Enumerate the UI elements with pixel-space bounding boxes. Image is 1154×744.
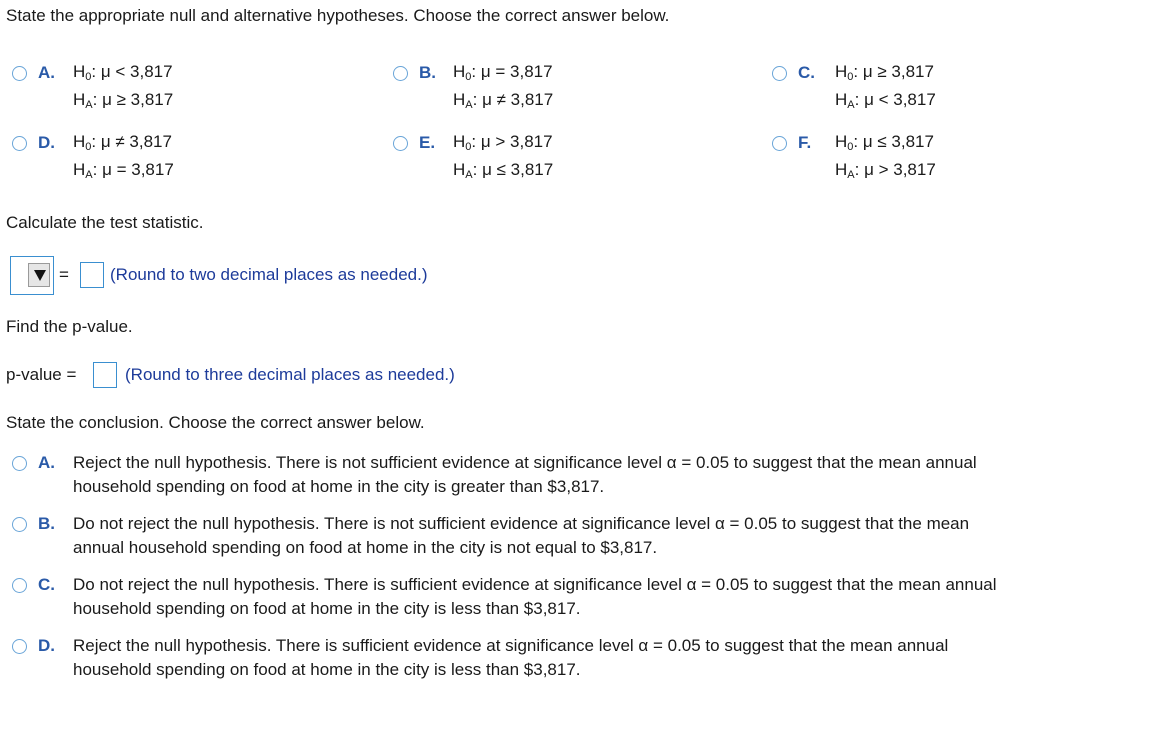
conclusion-line2: household spending on food at home in the city is less than $3,817. [73,599,581,618]
option-letter: E. [419,133,436,152]
pvalue-label: p-value = [6,365,77,384]
option-letter: A. [38,63,55,82]
pvalue-prompt: Find the p-value. [6,317,133,336]
test-stat-dropdown[interactable] [10,256,54,295]
radio-option-f[interactable] [772,136,787,151]
alternative-hypothesis: $H_A$: μ ≤ 3,817 [453,160,554,181]
conclusion-line1: Reject the null hypothesis. There is sufficient evidence at significance level α = 0.05 to suggest that the mean annual [73,636,949,655]
null-hypothesis: $H_0$: μ = 3,817 [453,62,553,83]
test-stat-hint: (Round to two decimal places as needed.) [110,265,428,284]
radio-option-a[interactable] [12,66,27,81]
option-letter: D. [38,133,55,152]
option-letter: F. [798,133,812,152]
conclusion-line1: Do not reject the null hypothesis. There is not sufficient evidence at significance level α = 0.05 to suggest that the mean [73,514,970,533]
alternative-hypothesis: $H_A$: μ < 3,817 [835,90,936,111]
conclusion-line1: Reject the null hypothesis. There is not sufficient evidence at significance level α = 0.05 to suggest that the mean annual [73,453,977,472]
hypotheses-prompt: State the appropriate null and alternative hypotheses. Choose the correct answer below. [6,6,670,25]
conclusion-line2: household spending on food at home in the city is greater than $3,817. [73,477,605,496]
alternative-hypothesis: $H_A$: μ > 3,817 [835,160,936,181]
radio-option-e[interactable] [393,136,408,151]
radio-conclusion-d[interactable] [12,639,27,654]
radio-option-b[interactable] [393,66,408,81]
conclusion-prompt: State the conclusion. Choose the correct answer below. [6,413,425,432]
null-hypothesis: $H_0$: μ ≤ 3,817 [835,132,934,153]
conclusion-line2: household spending on food at home in the city is less than $3,817. [73,660,581,679]
radio-option-d[interactable] [12,136,27,151]
null-hypothesis: $H_0$: μ ≠ 3,817 [73,132,172,153]
option-letter: B. [419,63,436,82]
pvalue-hint: (Round to three decimal places as needed.) [125,365,455,384]
option-letter: C. [798,63,815,82]
alternative-hypothesis: $H_A$: μ ≥ 3,817 [73,90,174,111]
equals-sign: = [59,265,69,284]
conclusion-line2: annual household spending on food at home in the city is not equal to $3,817. [73,538,658,557]
alternative-hypothesis: $H_A$: μ ≠ 3,817 [453,90,554,111]
option-letter: D. [38,636,55,655]
option-letter: C. [38,575,55,594]
null-hypothesis: $H_0$: μ > 3,817 [453,132,553,153]
alternative-hypothesis: $H_A$: μ = 3,817 [73,160,174,181]
radio-conclusion-a[interactable] [12,456,27,471]
option-letter: A. [38,453,55,472]
option-letter: B. [38,514,55,533]
radio-option-c[interactable] [772,66,787,81]
null-hypothesis: $H_0$: μ < 3,817 [73,62,173,83]
test-stat-prompt: Calculate the test statistic. [6,213,204,232]
radio-conclusion-b[interactable] [12,517,27,532]
conclusion-line1: Do not reject the null hypothesis. There is sufficient evidence at significance level α = 0.05 to suggest that the mean annual [73,575,997,594]
null-hypothesis: $H_0$: μ ≥ 3,817 [835,62,934,83]
radio-conclusion-c[interactable] [12,578,27,593]
dropdown-arrow-icon[interactable] [28,263,50,287]
test-stat-input[interactable] [80,262,104,288]
pvalue-input[interactable] [93,362,117,388]
